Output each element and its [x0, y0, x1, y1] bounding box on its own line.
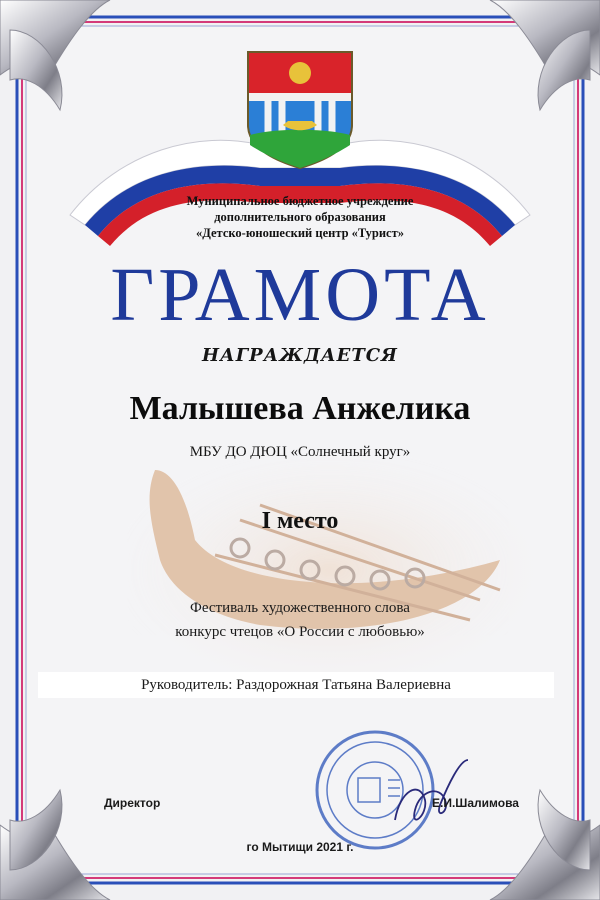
coat-of-arms-icon: [248, 52, 352, 168]
recipient-name: Малышева Анжелика: [129, 390, 471, 427]
organization-name: [0, 193, 600, 241]
viking-ship-watermark-icon: [100, 440, 560, 700]
organization-line-3: «Детско-юношеский центр «Турист»: [195, 226, 404, 240]
certificate-title: ГРАМОТА: [110, 253, 490, 337]
organization-line-2: дополнительного образования: [214, 210, 386, 224]
director-name: Е.И.Шалимова: [432, 796, 519, 810]
award-place: I место: [261, 508, 339, 534]
awarded-label: НАГРАЖДАЕТСЯ: [202, 345, 398, 366]
director-label: Директор: [104, 796, 161, 810]
organization-line-1: Муниципальное бюджетное учреждение: [186, 194, 414, 208]
leader-line: Руководитель: Раздорожная Татьяна Валериевна: [38, 672, 554, 698]
event-name: Фестиваль художественного слова: [190, 600, 410, 616]
contest-name: конкурс чтецов «О России с любовью»: [175, 624, 425, 640]
recipient-institution: МБУ ДО ДЮЦ «Солнечный круг»: [189, 444, 411, 460]
place-and-date: го Мытищи 2021 г.: [246, 840, 354, 854]
